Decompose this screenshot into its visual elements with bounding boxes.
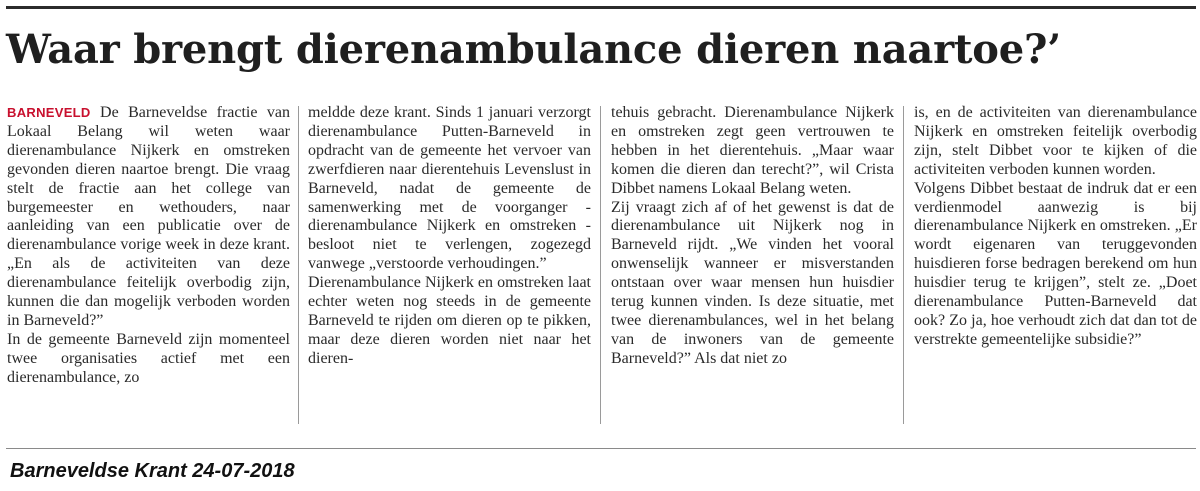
- paragraph: tehuis gebracht. Dierenambulance Nijkerk en omstreken zegt geen vertrouwen te hebben in het dierentehuis. „Maar waar komen die dieren dan terecht?”, wil Crista Dibbet namens Lokaal Belang weten.: [611, 104, 894, 197]
- paragraph: meldde deze krant. Sinds 1 januari verzorgt dierenambulance Putten-Barneveld in opdracht van de gemeente het vervoer van zwerfdieren naar dierentehuis Levenslust in Barneveld, nadat de gemeente de samenwerking met de voorganger - dierenambulance Nijkerk en omstreken - besloot niet te verlengen, zogezegd vanwege „verstoorde verhoudingen.”: [308, 104, 591, 273]
- column-2: [308, 104, 591, 369]
- column-divider: [298, 106, 299, 424]
- column-divider: [903, 106, 904, 424]
- dateline: BARNEVELD: [7, 105, 91, 120]
- top-rule: [6, 6, 1196, 9]
- paragraph: is, en de activiteiten van dierenambulance Nijkerk en omstreken feitelijk overbodig zijn, stelt Dibbet voor te kijken of die activiteiten verboden kunnen worden.: [914, 104, 1197, 178]
- column-divider: [600, 106, 601, 424]
- paragraph: Zij vraagt zich af of het gewenst is dat de dierenambulance uit Nijkerk nog in Barneveld rijdt. „We vinden het vooral onwenselijk wanneer er misverstanden ontstaan over waar mensen hun huisdier terug kunnen vinden. Is deze situatie, met twee dierenambulances, wel in het belang van de inwoners van de gemeente Barneveld?” Als dat niet zo: [611, 198, 894, 367]
- paragraph: In de gemeente Barneveld zijn momenteel twee organisaties actief met een dierenambulance, zo: [7, 330, 290, 386]
- paragraph: Volgens Dibbet bestaat de indruk dat er een verdienmodel aanwezig is bij dierenambulance Nijkerk en omstreken. „Er wordt eigenaren van teruggevonden huisdieren forse bedragen berekend om hun huisdier terug te krijgen”, stelt ze. „Doet dierenambulance Putten-Barneveld dat ook? Zo ja, hoe verhoudt zich dat dan tot de verstrekte gemeentelijke subsidie?”: [914, 179, 1197, 348]
- column-3: [611, 104, 894, 369]
- column-4: [914, 104, 1197, 350]
- paragraph: Dierenambulance Nijkerk en omstreken laat echter weten nog steeds in de gemeente Barneveld te rijden om dieren op te pikken, maar deze dieren worden niet naar het dieren-: [308, 274, 591, 367]
- paragraph: [7, 104, 290, 331]
- headline: Waar brengt dierenambulance dieren naartoe?’: [6, 26, 1061, 73]
- bottom-rule: [6, 448, 1196, 449]
- article-body: [0, 104, 1200, 444]
- source-caption: Barneveldse Krant 24-07-2018: [10, 460, 295, 482]
- column-1: [7, 104, 290, 388]
- paragraph-text: De Barneveldse fractie van Lokaal Belang wil weten waar dierenambulance Nijkerk en omstreken gevonden dieren naartoe brengt. Die vraag stelt de fractie aan het college van burgemeester en wethouders, naar aanleiding van een publicatie over de dierenambulance vorige week in deze krant. „En als de activiteiten van deze dierenambulance feitelijk overbodig zijn, kunnen die dan mogelijk verboden worden in Barneveld?”: [7, 104, 290, 329]
